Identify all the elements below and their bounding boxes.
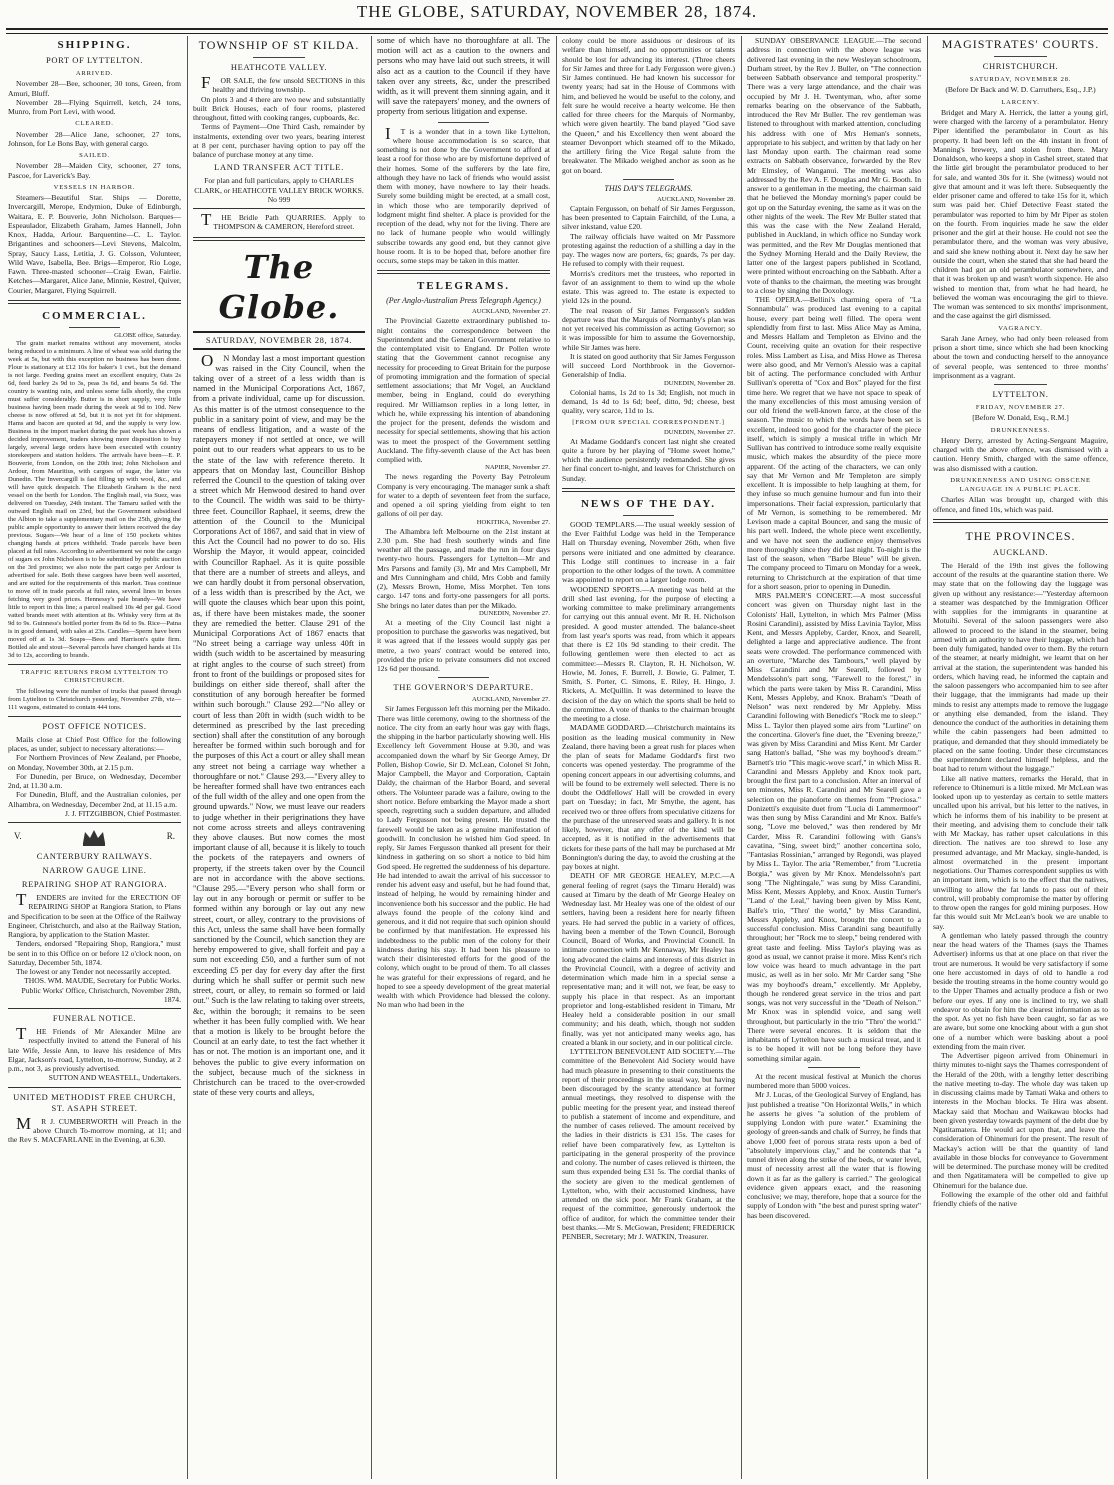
- methodist-heading: UNITED METHODIST FREE CHURCH, ST. ASAPH STREET.: [13, 1091, 176, 1113]
- quarry-ad: THE Bridle Path QUARRIES. Apply to THOMPSON & CAMERON, Hereford street.: [201, 210, 365, 232]
- crown-icon: [81, 827, 107, 847]
- sailed-label: SAILED.: [79, 152, 110, 159]
- masthead-rule: [6, 28, 1108, 34]
- telegram-text: It is stated on good authority that Sir James Fergusson will succeed Lord Northbrook in the Governor-Generalship of India.: [562, 351, 735, 380]
- shipping-heading: SHIPPING.: [57, 39, 132, 51]
- port-heading: PORT OF LYTTELTON.: [46, 55, 143, 65]
- telegram-text: At Madame Goddard's concert last night she created quite a furore by her playing of "Home sweet home," which the audience persistently redemanded. She gives her final concert to-night, and leaves for Christchurch on Sunday.: [562, 436, 735, 483]
- charge-label: DRUNKENNESS AND USING OBSCENE LANGUAGE IN A PUBLIC PLACE.: [950, 476, 1091, 493]
- heathcote-heading: HEATHCOTE VALLEY.: [230, 62, 328, 72]
- railways-subheading: NARROW GAUGE LINE.: [42, 865, 147, 875]
- royal-crest: [14, 827, 175, 847]
- news-item: MRS PALMER'S CONCERT.—A most successful concert was given on Thursday night last in the Colonists' Hall, Lyttelton, in which Mrs Palmer (Miss Rosini Carandini), assisted by Miss Lavinia Taylor, Miss Kent, and Messrs Appleby, Carder, Knox, and Searell, delighted a large and appreciative audience. The front seats were crowded. The performance commenced with an overture, "Marche des Tambours," well played by Miss Carandini and Mr Searell, followed by Mendelssohn's part song, "Farewell to the forest," in which the parts were taken by Miss R. Carandini, Miss Kent, Messrs Appleby, and Knox. Braham's "Death of Nelson" was next rendered by Mr Appleby. Miss Carandini following with Benedict's "Rock me to sleep." Miss L. Taylor then played some airs from "Lurline" on the concertina. Glover's fine duet, the "Evening breeze," was given by Miss Carandini and Miss Kent. Mr Carder sang Hatton's ballad, "She was my boyhood's dream." Barnett's trio "This magic-wove scarf," in which Miss R. Carandini and Messrs Appleby and Knox took part, brought the first part to a conclusion. After an interval of ten minutes, Miss R. Carandini and Mr Searell gave a selection on the pianoforte on themes from "Preciosa." Donizetti's exquisite duet from "Lucia di Lammermoor" was then sung by Miss Carandini and Mr Knox. Balfe's song, "Love me beloved," was then rendered by Mr Carder, Miss R. Carandini following with Gans's cavatina, "Sing, sweet bird;" another concertina solo, "Fantasias Rossinian," arranged by Regondi, was played by Miss L. Taylor. The aria "Remember," from "Lucretia Borgia," was given by Mr Knox. Mendelssohn's part song "The Nightingale," was sung by Miss Carandini, Miss Kent, Messrs Appleby, and Knox. Austin Turner's "Land o' the Leal," having been given by Miss Kent, Balfe's trio, "Thro' the world," by Miss Carandini, Messrs Appleby, and Knox, brought the concert to a successful conclusion. Miss Carandini sang beautifully throughout; her "Rock me to sleep," being rendered with great taste and feeling. Miss Taylor's playing was as good as usual, we cannot praise it more. Miss Kent's rich low voice was heard to much advantage in the part music, as well as in her solo. Mr Mr Carder sang "She was my boyhood's dream," excellently. Mr Appleby, though he rendered great service in the trios and part songs, was not very successful in the "Death of Nelson." Mr Knox was in splendid voice, and sang well throughout, but particularly in the trio "Thro' the world." There were several encores. It is seldom that the inhabitants of Lyttelton have such a musical treat, and it is to be hoped it will not be long before they have something similar again.: [747, 591, 921, 1063]
- column-rule: [187, 36, 188, 1479]
- paper-dateline-box: [193, 331, 365, 350]
- divider: [69, 327, 121, 328]
- leader-article: ON Monday last a most important question was raised in the City Council, when the taking over of a street of a less width than is named in the Municipal Corporations Act, 1867, from a private individual, came up for discussion. As this matter is of the utmost consequence to the public in a sanitary point of view, and may be the means of endless litigation, and a waste of the ratepayers money if not settled at once, we will point out to our readers what appears to us to be the state of the law with reference thereto. It appears that on Monday last, Councillor Bishop referred the Council to the question of taking over a street which Mr Henwood desired to hand over to the Council. The width was said to be thirty-three feet. Councillor Raphael, it seems, drew the attention of the Council to the Municipal Corporations Act of 1867, and said that in view of this Act the Council had no power to do so. His Worship the Mayor, it would appear, coincided with Councillor Raphael. As it is quite possible that there are a number of streets and alleys, and we can hardly doubt it from personal observation, of a less width than is prescribed by the Act, we will quote the clauses which bear upon this point, as, if there have been mistakes made, the sooner they are remedied the better. Clause 291 of the Municipal Corporations Act of 1867 enacts that "No street being a carriage way unless 40ft in width (such width to be ascertained by measuring at right angles to the course of such street) from front to front of the buildings or proposed sites for buildings on either side thereof, shall after the constitution of any borough hereafter be formed within such borough." Clause 292—"No alley or court of less than 20ft in width (such width to be determined as prescribed by the last preceding section) shall after the constitution of any borough hereafter be formed within such borough and for the purposes of this Act a court or alley shall mean any street not being a carriage way whether a thoroughfare or not." Clause 293.—"Every alley to be hereafter formed shall have two entrances each of the full width of the alley and one open from the ground upwards." Now, we must leave our readers to judge whether in their perigrinations they have not come across streets and alleys contravening they above clauses. But now comes the most important clause of all, because it is likely to touch the pockets of the ratepayers and owners of property, if the streets taken over by the Council are not in accordance with the above sections. "Clause 295.—"Every person who shall form or lay out in any borough or permit or suffer to be formed within any borough or lay out any new street, court, or alley, contrary to the provisions of this Act, unless the same shall have been formally sanctioned by the Council, which sanction they are hereby empowered to give, shall forfeit and pay a sum not exceeding £50, and a further sum of not exceeding £5 per day for every day after the first during which he shall suffer or permit such new street, court, or alley, to remain so formed or laid out." Such is the law relating to taking over streets, &c, within the borough; it remains to be seen whether it has been fully complied with. We hear that a motion is likely to be brought before the Council at an early date, to test the fact whether it has or not. The motion is an important one, and it behoves the public to give every information on the subject, because much of the sickness in Christchurch can be traced to the over-crowded state of these very courts and alleys,: [193, 350, 365, 1098]
- divider: [8, 822, 181, 823]
- shipping-entry: November 28—Bee, schooner, 30 tons, Green, from Amuri, Bluff.: [8, 79, 181, 98]
- court-bench: (Before Dr Back and W. D. Carruthers, Esq., J.P.): [945, 85, 1096, 95]
- tender-signature: THOS. WM. MAUDE, Secretary for Public Works. Public Works' Office, Christchurch, November 28th, 1874.: [21, 976, 181, 1004]
- divider: [438, 677, 490, 678]
- charge-label: DRUNKENNESS.: [990, 426, 1051, 434]
- divider: [8, 716, 181, 717]
- news-item: DEATH OF MR GEORGE HEALEY, M.P.C.—A general feeling of regret (says the Timaru Herald) was caused at Timaru by the death of Mr George Healey on Wednesday last. Mr Healey was one of the oldest of our settlers, having been a resident here for nearly fifteen years. He had served the public in a variety of offices, having been a member of the Town Council, Borough Council, Board of Works, and Provincial Council. In intimate connection with Mr Kennaway, Mr Healey has long advocated the claims and interests of this district in the Provincial Council, with a degree of activity and determination which made him in a special sense a representative man; and it will not, we fear, be easy to supply his place in that respect. As an important proprietor and long-established resident in Timaru, Mr Healey held a considerable position in our small community; and his death, which, though not sudden finally, was yet not anticipated many weeks ago, has created a blank in our society, and in our political circle.: [562, 871, 735, 1047]
- divider: [253, 57, 305, 58]
- shipping-entry: November 28—Flying Squirrell, ketch, 24 tons, Munro, from Port Levi, with wood.: [8, 97, 181, 116]
- province-text: Following the example of the other old and faithful friendly chiefs of the native: [933, 1189, 1108, 1208]
- dateline: AUCKLAND, November 28.: [656, 195, 735, 203]
- news-item: WOODEND SPORTS.—A meeting was held at the drill shed last evening, for the purpose of electing a working committee to make preliminary arrangements for carrying out this annual event. Mr R. H. Nicholson presided. A good muster attended. The balance-sheet from last year's sports was read, from which it appears that there is £2 10s 9d standing to their credit. The following gentlemen were then elected to act as committee:—Messrs R. Clayton, R. H. Nicholson, W. Howie, M. Jones, F. Burrell, J. Bowie, G. Palmer, T. Smith, S. Porter, C. Simons, E. Riley, H. Hingo, J. Rickets, A. McQuillin. It was determined to leave the decision of the day on which the sports shall be held to the committee. A vote of thanks to the chairman brought the meeting to a close.: [562, 584, 735, 723]
- crest-letter-v: V.: [14, 831, 22, 842]
- paper-title: The Globe.: [218, 247, 340, 326]
- methodist-text: MR J. CUMBERWORTH will Preach in the above Church To-morrow morning, at 11; and the Rev S. MACFARLANE in the Evening, at 6.30.: [8, 1113, 181, 1144]
- railways-heading: CANTERBURY RAILWAYS.: [36, 851, 153, 861]
- divider: [933, 519, 1108, 523]
- arrived-label: ARRIVED.: [75, 70, 114, 77]
- telegram-text: The news regarding the Poverty Bay Petroleum Company is very encouraging. The manager sunk a shaft for water to a depth of seventeen feet from the surface, and opened a oil spring yielding from eight to ten gallons of oil per day.: [377, 472, 550, 519]
- this-days-telegrams-heading: THIS DAY'S TELEGRAMS.: [604, 183, 693, 193]
- ad-text: Terms of Payment—One Third Cash, remainder by instalments, extending over two years, bearing interest at 8 per cent, purchaser having option to pay off the balance of purchase money at any time.: [193, 122, 365, 159]
- funeral-heading: FUNERAL NOTICE.: [52, 1013, 137, 1023]
- divider: [193, 208, 365, 209]
- divider: [994, 56, 1047, 57]
- news-heading: NEWS OF THE DAY.: [580, 497, 717, 510]
- post-office-heading: POST OFFICE NOTICES.: [42, 720, 147, 731]
- dateline: DUNEDIN, November 27.: [663, 428, 735, 436]
- news-item: LYTTELTON BENEVOLENT AID SOCIETY.—The committee of the Benevolent Aid Society would have had much pleasure in presenting to their constituents the report of their proceedings in the usual way, but having been discouraged by the scanty attendance at former annual meetings, they resolved to dispense with the public meeting for the present year, and instead thereof to publish a statement of income and expenditure, and the number of cases relieved. The amount received by the ladies in their districts is £31 15s. The cases for relief have been comparatively few, as Lyttelton is participating in the general prosperity of the province and colony. The number of cases relieved is thirteen, the sum thus expended being £31 5s. The cordial thanks of the society are given to the medical gentlemen of Lyttelton, who, with their accustomed kindness, have attended on the sick poor. Mr Frank Graham, at the request of the committee, generously undertook the office of auditor, for which the committee tender their best thanks.—Mr S. McGowan, President; FREDERICK PENBER, Secretary; Mr J. WATKIN, Treasurer.: [562, 1047, 735, 1241]
- column-5: [747, 36, 921, 1479]
- traffic-heading: TRAFFIC RETURNS FROM LYTTELTON TO CHRISTCHURCH.: [20, 668, 169, 684]
- divider: [623, 515, 675, 516]
- column-6: [933, 36, 1108, 1479]
- dateline: AUCKLAND, November 27.: [471, 308, 550, 316]
- column-rule: [556, 36, 557, 1479]
- telegram-text: Morris's creditors met the trustees, who reported in favor of an assignment to them to wind up the whole estate. This was agreed to. The estate is expected to yield 12s in the pound.: [562, 268, 735, 306]
- column-rule: [927, 36, 928, 1479]
- telegrams-subheading: (Per Anglo-Australian Press Telegraph Agency.): [386, 296, 541, 306]
- tender-text: TENDERS are invited for the ERECTION OF REPAIRING SHOP at Rangiora Station, to Plans and Specification to be seen at the Office of the Railway Engineer, Christchurch, and also at the Railway Station, Rangiora, by application to the Station Master.: [8, 890, 181, 939]
- province-name: AUCKLAND.: [992, 546, 1049, 557]
- dateline: GLOBE office, Saturday.: [114, 331, 181, 339]
- divider: [562, 488, 735, 492]
- column-4: [562, 36, 735, 1479]
- dateline: DUNEDIN, November 28.: [663, 379, 735, 387]
- news-item: At the recent musical festival at Munich the chorus numbered more than 5000 voices.: [747, 1071, 921, 1090]
- news-item: THE OPERA.—Bellini's charming opera of "La Sonnambula" was produced last evening to a capital house, every part being well filled. The opera went splendidly from first to last. Miss Alice May as Amina, and Messrs Hallam and Templeton as Elvino and the Count, receiving quite an ovation for their respective roles. Miss Lambert as Lisa, and Miss Howe as Theresa were also good, and Mr Vernon's Alessio was a capital bit of acting. The performance concluded with Arthur Sullivan's operetta of "Cox and Box" played for the first time here. We regret that we have not space to speak of the many excellencies of this most amusing version of our old friend the well-known farce, at the close of the season. The music to which the words have been set is excellent, indeed too good for the character of the piece itself, which is simply a musical trifle in which Mr Sullivan has contrived to introduce some really exquisite music, which makes the absurdity of the piece more apparent. Of the acting of the characters, we can only say that Mr Vernon and Mr Templeton are simply excellent. It is impossible to help laughing at them, for they infuse so much genuine humour and fun into their impersonations. Their facial expression, particularly that of Mr Vernon, is something to be remembered. Mr Levison made a capital Bouncer, and sang the music of his part well. Indeed, the whole piece went excellently, and we have not seen the audience enjoy themselves more thoroughly since they did last night. To-night is the last of the season, when "Barbe Bleue" will be given. The company proceed to Timaru on Monday for a week, returning to Christchurch at the expiration of that time for a short season, prior to opening in Dunedin.: [747, 295, 921, 591]
- post-text: For Dunedin, per Bruce, on Wednesday, December 2nd, at 11.30 a.m.: [8, 771, 181, 790]
- court-bench: [Before W. Donald, Esq., R.M.]: [972, 413, 1069, 423]
- province-text: The Advertiser pigeon arrived from Ohinemuri in thirty minutes to-night says the Thames correspondent of the Herald of the 20th, with a lengthy letter describing the native meeting to-day. The whole day was taken up in discussing claims made by Tamati Waka and others to interests in the Mochau blocks. Te Hira was absent. Mackay said that Mochau and Waikawau blocks had been given yesterday towards payment of the debt due by Ngatitamatera. He would act upon that, and leave the consideration of Ohinemuri for the present. The result of Mackay's action will be that the quantity of land available in those blocks for conveyance to Government will be determined. The purchase money will be credited and then Ngatitamatera will be compelled to give up Ohinemuri for the balance due.: [933, 1051, 1108, 1190]
- post-text: Mails close at Chief Post Office for the following places, as under, subject to necessary alterations:—: [8, 734, 181, 753]
- charge-label: VAGRANCY.: [998, 324, 1043, 332]
- divider: [193, 237, 365, 241]
- news-item: Mr J. Lucas, of the Geological Survey of England, has just published a treatise "On Horizontal Wells," in which he asserts he gives "a solution of the problem of supplying London with pure water." Examining the geology of green-sands and chalk of Surrey, he finds that above 1,000 feet of porous strata rests upon a bed of "absolutely impervious clay," and he contends that "a tunnel driven along the strike of the beds, or water level, must of necessity arrest all the water that is flowing down it as far as the gallery is carried." The geological evidence given appears exact, and the reasoning conclusive; we may, therefore, hope that a source for the supply of London with "the best and purest spring water" has been discovered.: [747, 1090, 921, 1220]
- divider: [994, 384, 1047, 385]
- divider: [438, 122, 490, 123]
- post-text: For Dunedin, Bluff, and the Australian colonies, per Alhambra, on Wednesday, December 2nd, at 11.15 a.m.: [8, 790, 181, 809]
- province-text: A gentleman who lately passed through the country near the head waters of the Thames (says the Thames Advertiser) informs us that at one place on that river the trout are numerous. It would be very satisfactory if some one here accustomed in days of old to handle a rod beside the trouting streams in the home country would go to the Upper Thames and actually produce a fish or two before our eyes. If any one is inclined to try, we shall endeavor to obtain for him the clearest information as to the spot. As yet no fish have been caught, so far as we are aware, but some one knocking about with a gun shot one of a number which were basking about a pool extending from the main river.: [933, 930, 1108, 1051]
- traffic-text: The following were the number of trucks that passed through from Lyttelton to Christchurch yesterday, November 27th, viz—111 wagons, estimated to contain 444 tons.: [8, 687, 181, 711]
- court-location: CHRISTCHURCH.: [982, 61, 1059, 71]
- post-signature: J. J. FITZGIBBON, Chief Postmaster.: [64, 808, 181, 818]
- telegram-text: Colonial hams, 1s 2d to 1s 3d; English, not much in demand, 1s 4d to 1s 6d; beef, ditto, 9d; cheese, best quality, very scarce, 11d to 1s.: [562, 387, 735, 415]
- divider: [808, 1067, 860, 1068]
- ad-text: On plots 3 and 4 there are two new and substantially built Brick Houses, each of four rooms, plastered throughout, fitted with cooking ranges, cupboards, &c.: [193, 94, 365, 122]
- province-text: Like all native matters, remarks the Herald, that in reference to Ohinemuri is a little mixed. Mr McLean was looked upon up to yesterday as certain to settle matters uncalled upon his arrival, but his letter to the natives, in which he informs them of his inability to be present at their meeting, and advising them to conclude their talk with Mr Mackay, has rather upset calculations in this direction. The natives are too shrewd to lose any presumed advantage, and Mr Mackay, single-handed, is almost overmatched in the present important negotiations. Our Thames correspondent supplies us with an important item, which is to the effect that the natives, unwilling to allow the fat lands to pass out of their control, will probably compromise the matter by offering to throw open the ranges for gold mining purposes. How far this would suit Mr McLean's book we are unable to say.: [933, 773, 1108, 931]
- shipping-entry: November 28—Alice Jane, schooner, 27 tons, Johnson, for Le Bons Bay, with general cargo.: [8, 129, 181, 148]
- st-kilda-heading: TOWNSHIP OF ST KILDA.: [198, 38, 360, 52]
- ad-text: For plan and full particulars, apply to CHARLES CLARK, or HEATHCOTE VALLEY BRICK WORKS. No 999: [194, 176, 364, 204]
- telegrams-heading: TELEGRAMS.: [416, 280, 511, 293]
- governor-continued: colony could be more assiduous or desirous of its welfare than himself, and no opportunities or talents should be lost for advancing its interest. (Three cheers for Sir James and three for Lady Fergusson were given.) Sir James continued. He had known his successor for twenty years; had sat in the House of Commons with him, and believed he would be useful to the colony, and felt sure he would receive a hearty welcome. He then called for three cheers for the Marquis of Normanby, which were given heartily. The band played "God save the Queen," and his Excellency then went aboard the steamer Devonport which steamed off to the Mikado, the artillery firing the Vice Regal salute from the breakwater. The Mikado weighed anchor as soon as he got on board.: [562, 36, 735, 175]
- magistrates-heading: MAGISTRATES' COURTS.: [941, 37, 1100, 51]
- court-date: SATURDAY, NOVEMBER 28.: [969, 76, 1072, 83]
- dateline: HOKITIKA, November 27.: [476, 518, 550, 526]
- masthead: THE GLOBE, SATURDAY, NOVEMBER 28, 1874.: [356, 2, 758, 21]
- telegram-text: The Provincial Gazette extraordinary published to-night contains the correspondence between the Superintendent and the General Government relative to the contemplated visit to England. Dr Pollen wrote stating that the Government cannot recognise any necessity for proceeding to Great Britain for the purpose of promoting immigration and the formation of special settlement associations; that Mr Vogel, an Auckland member, being in England, could do everything required. Mr Williamson replies in a long letter, in which he, while expressing his intention of abandoning the project for the present, defends the wisdom and necessity for special settlements, showing that his action was to meet the prospect of the Government settling Auckland. The fifty-seventh clause of the Act has been complied with.: [377, 316, 550, 465]
- divider: [8, 664, 181, 665]
- cleared-label: CLEARED.: [75, 120, 114, 128]
- divider: [377, 270, 550, 274]
- post-text: For Northern Provinces of New Zealand, per Phoebe, on Monday, November 30th, at 2.15 p.m.: [8, 753, 181, 772]
- column-3: [377, 36, 550, 1479]
- ad-text: FOR SALE, the few unsold SECTIONS in this healthy and thriving township.: [201, 73, 365, 95]
- telegram-text: At a meeting of the City Council last night a proposition to purchase the gasworks was negatived, but it was agreed that if the lessees would supply gas per metre, a two years' contract would be entered into, provided the price to private consumers did not exceed 12s 6d per thousand.: [377, 617, 550, 674]
- governor-text: Sir James Fergusson left this morning per the Mikado. There was little ceremony, owing to the shortness of the notice. The city from an early hour was gay with flags, the shipping in the harbor particularly showing well. His Excellency left Government House at 9.30, and was accompanied down the wharf by Sir George Arney, Dr Pollen, Bishop Cowie, Sir D. McLean, Colonel St John, Major Campbell, the Mayor and Corporation, Captain Daldy, the chairman of the Harbor Board, and several others. The Volunteer parade was a failure, owing to the short notice. Before embarking the Mayor made a short speech, regretting such a sudden departure, and alluded to Lady Fergusson not being present. He trusted the farewell would be taken as a genuine manifestation of goodwill. In conclusion he wished him God speed. In reply, Sir James Fergusson thanked all present for their kindness in gathering on so short a notice to bid him God speed. He regretted the suddenness of his departure. He had intended to await the arrival of his successor to render his advent easy and useful, but he had found that, instead of helping, he would by remaining hinder and inconvenience both his successor and the public. He had always found the people of the colony kind and generous, and it did not require that such opinion should be confirmed by that manifestation. He expressed his indebtedness to the public men of the colony for their kindness during his stay. It had been his pleasure to watch their disinterested efforts for the good of the colony, which ought to be proud of them. To all classes he was grateful for their expressions of regard, and he hoped to see a speedy development of the great material wealth with which Providence had blessed the colony. No man who had been in the: [377, 704, 550, 1010]
- vessels-list: Steamers—Beautiful Star. Ships — Dorette, Invercargill, Merope, Endymion, Duke of Edinburgh, Waitara, E. P. Bouverie, John Nicholson. Barques—Espeaulador, Elizabeth Graham, James Hannell, John Knox, Hadda, Arlour. Barquentine—C. L. Taylor. Brigantines and schooners—Levi Stevens, Malcolm, Spray, Saucy Lass, Letitia, J. G. Colsson, Volunteer, Wild Wave, Isabella, Bee. Brigs—Emperor, Rio Loge, Fawn. Three-masted schooner—Craig Ewan, Fairlie. Ketches—Margaret, Alice Jane, Minnie, Kestrel, Quiver, Courier, Margaret, Flying Squirrell.: [8, 193, 181, 295]
- charge-label: LARCENY.: [1001, 98, 1040, 106]
- column-2: [193, 36, 365, 1479]
- correspondent-label: [FROM OUR SPECIAL CORRESPONDENT.]: [572, 419, 725, 427]
- dateline: NAPIER, November 27.: [485, 464, 550, 472]
- paper-date: SATURDAY, NOVEMBER 28, 1874.: [205, 334, 353, 345]
- court-text: Charles Allan was brought up, charged with this offence, and fined 10s, which was paid.: [933, 495, 1108, 514]
- telegram-text: The Alhambra left Melbourne on the 21st instant at 2.30 p.m. She had fresh southerly winds and fine weather all the passage, and made the run in four days twenty-two hours. Passengers for Lyttelton—Mr and Mrs Parsons and family (3), Mr and Mrs Campbell, Mr and Mrs Cunningham and child, Mrs Cobb and family (2), Messrs Brown, Home, Miss Morphet. Ten tons cargo. 147 tons and forty-one passengers for all ports. She brings no later dates than per the Mikado.: [377, 526, 550, 610]
- leader-second: IT is a wonder that in a town like Lyttelton, where house accommodation is so scarce, that something is not done by the Government to afford at least a roof for those who are by misfortune deprived of their homes. Some of the sufferers by the late fire, although they have no lack of friends who would assist them with money, have nowhere to lay their heads. Surely some building might be erected, at a small cost, in which those who are temporarily deprived of lodgment might find shelter. A place is provided for the reception of the dead, why not for the living. There are no lack of humane people who would willingly subscribe towards any good end, but they cannot give house room. It is to be hoped that, before another fire occurs, some steps may be taken in this matter.: [377, 123, 550, 266]
- province-text: The Herald of the 19th inst gives the following account of the results at the quarantine station there. We may state that on the following day the luggage was given up without any resistance:—"Yesterday afternoon a steamer was despatched by the Immigration Officer with supplies for the immigrants in quarantine at Motuihi. Several of the saloon passengers were also allowed to proceed to the island in the steamer, being armed with an authority to have their luggage, which had been duly fumigated, handed over to them. By the return of the steamer, at nearly midnight, we learnt that on her arrival at the station, the superintendent was handed his orders, which having read, he informed the captain and the saloon passengers who accompanied him to see after their luggage, that the immigrants had made up their minds to resist any attempts made to remove the luggage or anything else demanded, from the island. They denounce the conduct of the authorities in detaining them while the cabin passengers had been admitted to pratique, and demanded that they should immediately be placed on the same footing. Under these circumstances the superintendent declared himself helpless, and the boat had to return without the luggage.": [933, 560, 1108, 774]
- commercial-heading: COMMERCIAL.: [42, 309, 147, 322]
- divider: [8, 300, 181, 304]
- leader-continued: some of which have no thoroughfare at all. The motion will act as a caution to the owners and persons who may have laid out such streets, it will also act as a caution to the Council if they have taken over any streets, &c, under the prescribed width, as it will prevent them sinning again, and it will save the ratepayers' money, and the owners of property from serious litigation and expense.: [377, 36, 550, 117]
- dateline: AUCKLAND, November 27.: [471, 696, 550, 704]
- news-item: GOOD TEMPLARS.—The usual weekly session of the Ever Faithful Lodge was held in the Temperance Hall on Thursday evening, November 26th, when five persons were initiated and one admitted by clearance. This Lodge still continues to increase in a fair proportion to the other lodges of the town. A committee was appointed to report on a larger lodge room.: [562, 519, 735, 585]
- column-rule: [371, 36, 372, 1479]
- tender-text: The lowest or any Tender not necessarily accepted.: [16, 967, 171, 976]
- telegram-text: Captain Fergusson, on behalf of Sir James Fergusson, has been presented to Captain Fairchild, of the Luna, a silver inkstand, value £20.: [562, 203, 735, 232]
- court-text: Sarah Jane Arney, who had only been released from prison a short time, since which she had been knocking about the town and conducting herself to the annoyance of several people, was sentenced to three months' imprisonment as a vagrant.: [933, 333, 1108, 380]
- vessels-label: VESSELS IN HARBOR.: [53, 183, 136, 191]
- land-transfer-heading: LAND TRANSFER ACT TITLE.: [214, 162, 344, 173]
- governor-heading: THE GOVERNOR'S DEPARTURE.: [393, 682, 534, 693]
- commercial-article: The grain market remains without any movement, stocks being reduced to a minimum. A line of wheat was sold during the week at 5s, but with this exception no business has been done. Flour is stationary at £12 10s for baker's 1 cwt., but the demand is not large. Feeding grains meet an excellent enquiry, Oats 2s 6d, feed barley 2s 9d to 3s, peas 3s 6d, and beans 5s 6d. The country is wanting rain, and unless some falls shortly, the crops must suffer considerably. Butter is in short supply, very little business having been made during the week at 9d to 10d. New cheese is now offered at 5d, but it is not yet fit for shipment. Hams and bacon are quoted at 9d, and the supply is very low. Business in the import market during the past week has shown a decided improvement, traders showing more disposition to buy largely, several large orders have been executed with country storekeepers and station holders. The arrivals have been—E. P. Bouverie, from London, on the 20th inst; John Nicholson and Ardour, from Mauritius, with cargoes of sugar, the latter via Dunedin. The Invercargill is fast filling up with wool, &c., and will have quick despatch. The Elizabeth Graham is the next vessel on the berth for London. The English mail, via Suez, was delivered on Tuesday, 24th instant. The Tamaru sailed with the outward English mail on 23rd, but the Government subsidised the Albion to take a supplementary mail on the 25th, giving the public ample opportunity to answer their letters received the day previous. Sugars—We hear of a line of 150 pockets whites changing hands at prices withheld. Trade parcels have been placed at full rates. According to advertisement we note the cargo of sugars ex John Nicholson is to be submitted by public auction on the 3rd proximo; we also note the part cargo per Ardour is advertised for sale. Both these cargoes have been well assorted, and are suited for the requirements of this market. Teas continue to move off in trade parcels at full rates, several lines in boxes fetching very good prices. Hennessy's pale brandy—We have little to report in this line; a parcel realised 10s 4d per gal. Good vatted brands meet with attention at 8s. Whisky very firm at 8s 9d to 9s. Guinness's bottled porter from 8s 6d to 9s. Rice—Patna is in good demand, with sales at 23s. Candles—Sperm have been moved off at 1s 3d. Soaps—Bees and Harrison's quite firm. Bottled ale and stout—Several parcels have changed hands at 11s 3d to 12s, according to brands.: [8, 339, 181, 659]
- court-text: Bridget and Mary A. Herrick, the latter a young girl, were charged with the larceny of a perambulator. Henry Piper identified the perambulator in Court as his property. It had been left on the 4th instant in front of Manning's brewery, and stolen from there. Mary Donaldson, who keeps a shop in Cashel street, stated that the little girl brought the perambulator produced to her for sale, and wanted 30s for it. She (witness) would not give that amount and it was left there. Subsequently the elder prisoner came and offered to take 15s for it, which sum was paid her. Chief Detective Feast stated the perambulator was reported to him by Mr Piper as stolen on the fourth. From inquiries made he saw the elder prisoner and the girl at their house. He could not see the perambulator there, and the woman was very abusive, and said she knew nothing about it. Next day he saw her outside the court, when she stated that she had heard the children had got an old perambulator somewhere, and that it was broken up and wasn't worth sixpence. He also wished to mention that, from what he had heard, he believed the woman was encouraging the girl to thieve. The woman was sentenced to six months' imprisonment, and the case against the girl dismissed.: [933, 107, 1108, 321]
- court-date: FRIDAY, NOVEMBER 27.: [975, 404, 1066, 411]
- divider: [8, 1008, 181, 1009]
- divider: [623, 179, 675, 180]
- crest-letter-r: R.: [166, 831, 175, 842]
- funeral-text: THE Friends of Mr Alexander Milne are respectfully invited to attend the Funeral of his late Wife, Jessie Ann, to leave his residence of Mrs Elgar, Jackson's road, Lyttelton, to-morrow, Sunday, at 2 p.m., not 3, as previously advertised.: [8, 1024, 181, 1073]
- news-item: MADAME GODDARD.—Christchurch maintains its position as the leading musical community in New Zealand, there having been a great rush for places when the plan of seats for Madame Goddard's first two concerts was opened yesterday. The programme of the opening concert appears in our advertising columns, and will be found to be extremely well selected. There is no doubt the Oddfellows' Hall will be crowded in every part on Tuesday; in fact, Mr Smythe, the agent, has received two or three offers from speculative citizens for the purchase of the unreserved seats and gallery. It is not likely, however, that any offer of the kind will be accepted, as it is notified in the advertisements that tickets for these parts of the hall may be purchased at Mr Bonnington's during the day, to avoid the crushing at the pay boxes at night.: [562, 723, 735, 871]
- dateline: DUNEDIN, November 27.: [478, 609, 550, 617]
- shipping-entry: November 28—Maiden City, schooner, 27 tons, Pascoe, for Laverick's Bay.: [8, 161, 181, 180]
- telegram-text: The railway officials have waited on Mr Passmore protesting against the reduction of a shilling a day in the pay. The wages now are porters, 6s; guards, 7s per day. He refused to comply with their request.: [562, 231, 735, 269]
- telegram-text: The real reason of Sir James Fergusson's sudden departure was that the Marquis of Normanby's plan was not yet received his commission as acting Governor; so it was impossible for him to assume the Governorship, while Sir James was here.: [562, 305, 735, 352]
- tender-text: Tenders, endorsed "Repairing Shop, Rangiora," must be sent in to this Office on or before 12 o'clock noon, on Saturday, December 5th, 1874.: [8, 939, 181, 967]
- court-text: Henry Derry, arrested by Acting-Sergeant Maguire, charged with the above offence, was dismissed with a caution. Henry Smith, charged with the same offence, was also dismissed with a caution.: [933, 435, 1108, 473]
- court-location: LYTTELTON.: [992, 389, 1049, 399]
- news-item: SUNDAY OBSERVANCE LEAGUE.—The second address in connection with the above league was delivered last evening in the new Wesleyan schoolroom, Durham street, by the Rev J. Buller, on "The connection between Sabbath observance and temporal prosperity." There was a very large attendance, and the chair was occupied by Mr J. H. Twentyman, who, after some remarks bearing on the observance of the Sabbath, introduced the Rev Mr Buller. The rev gentleman was listened to throughout with marked attention, concluding his address with one of Mrs Heman's sonnets, appropriate to his subject, and written by that lady on her last Monday upon earth. The chairman read some extracts on Sabbath observance, forwarded by the Rev Mr Elmsley, of Wanganui. The meeting was also addressed by the Rev A. F. Douglas and Mr G. Booth. In answer to a gentleman in the meeting, the chairman said that he believed the Monday morning's paper could be got up on the Saturday evening, the same as it was on the other nights of the week. The Rev Mr Buller stated that this was the case with the New Zealand Herald, published in Auckland, in which office no Sunday work was permitted, and the Rev Mr Douglas mentioned that the Sydney Morning Herald and the Daily Review, the latter one of the largest papers published in Scotland, were printed without encroaching on the Sabbath. After a vote of thanks to the chairman, the meeting was brought to a close by singing the Doxology.: [747, 36, 921, 295]
- column-1: [8, 36, 181, 1479]
- column-rule: [741, 36, 742, 1479]
- provinces-heading: THE PROVINCES.: [965, 528, 1076, 543]
- railways-shop-heading: REPAIRING SHOP AT RANGIORA.: [21, 879, 168, 889]
- divider: [8, 1087, 181, 1088]
- funeral-signature: SUTTON AND WEASTELL, Undertakers.: [48, 1073, 181, 1083]
